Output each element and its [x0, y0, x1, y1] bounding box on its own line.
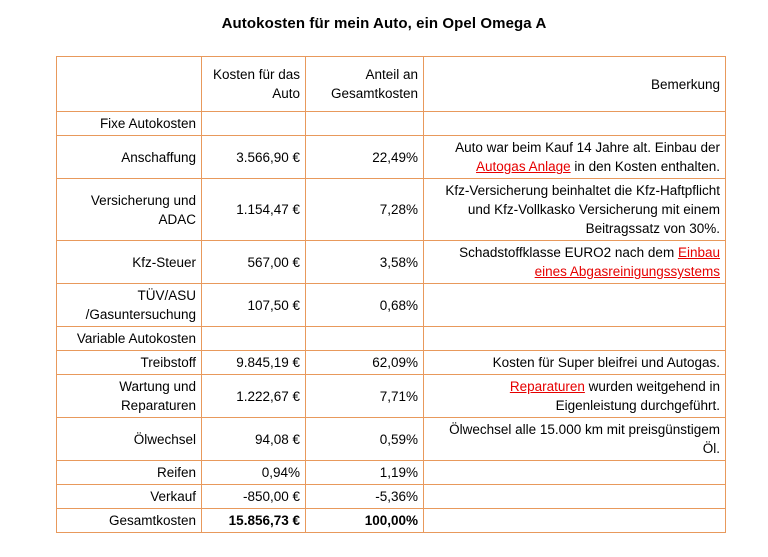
remark-cell: Ölwechsel alle 15.000 km mit preisgünstigem Öl. — [424, 418, 726, 461]
remark-cell — [424, 241, 726, 284]
cost-cell: 1.222,67 € — [202, 375, 306, 418]
share-cell: 62,09% — [306, 351, 424, 375]
autogas-anlage-link[interactable]: Autogas Anlage — [476, 159, 571, 174]
row-label: TÜV/ASU /Gasuntersuchung — [57, 284, 202, 327]
table-row-oelwechsel — [57, 418, 726, 461]
remark-cell — [424, 509, 726, 533]
header-empty — [57, 57, 202, 112]
remark-text: Schadstoffklasse EURO2 nach dem — [459, 245, 678, 260]
table-header-row — [57, 57, 726, 112]
cost-cell: 567,00 € — [202, 241, 306, 284]
table-row-kfz-steuer — [57, 241, 726, 284]
row-label: Verkauf — [57, 485, 202, 509]
remark-text: Auto war beim Kauf 14 Jahre alt. Einbau der — [455, 140, 720, 155]
remark-cell: Kosten für Super bleifrei und Autogas. — [424, 351, 726, 375]
cost-cell: 107,50 € — [202, 284, 306, 327]
table-row-reifen — [57, 461, 726, 485]
cost-cell: -850,00 € — [202, 485, 306, 509]
table-row-wartung-reparaturen — [57, 375, 726, 418]
share-cell — [306, 112, 424, 136]
remark-cell — [424, 112, 726, 136]
share-cell: 22,49% — [306, 136, 424, 179]
row-label: Ölwechsel — [57, 418, 202, 461]
row-label: Gesamtkosten — [57, 509, 202, 533]
row-label: Treibstoff — [57, 351, 202, 375]
table-row-gesamtkosten — [57, 509, 726, 533]
reparaturen-link[interactable]: Reparaturen — [509, 379, 585, 394]
page-title: Autokosten für mein Auto, ein Opel Omega A — [221, 15, 547, 32]
table-row-tuev-asu — [57, 284, 726, 327]
cost-cell: 9.845,19 € — [202, 351, 306, 375]
table-row-verkauf — [57, 485, 726, 509]
table-row-variable-autokosten — [57, 327, 726, 351]
row-label: Kfz-Steuer — [57, 241, 202, 284]
remark-cell — [424, 485, 726, 509]
table-row-versicherung-adac — [57, 179, 726, 241]
header-remark: Bemerkung — [424, 57, 726, 112]
remark-cell — [424, 136, 726, 179]
remark-cell: Kfz-Versicherung beinhaltet die Kfz-Haftpflicht und Kfz-Vollkasko Versicherung mit einem Beitragssatz von 30%. — [424, 179, 726, 241]
share-cell: 3,58% — [306, 241, 424, 284]
share-cell: 7,71% — [306, 375, 424, 418]
remark-cell — [424, 461, 726, 485]
header-cost: Kosten für das Auto — [202, 57, 306, 112]
cost-cell: 94,08 € — [202, 418, 306, 461]
remark-text: in den Kosten enthalten. — [570, 159, 720, 174]
header-share: Anteil an Gesamtkosten — [306, 57, 424, 112]
remark-cell — [424, 375, 726, 418]
share-cell: -5,36% — [306, 485, 424, 509]
row-label: Reifen — [57, 461, 202, 485]
table-row-anschaffung — [57, 136, 726, 179]
page — [0, 15, 768, 557]
remark-cell — [424, 284, 726, 327]
remark-text: wurden weitgehend in Eigenleistung durchgeführt. — [555, 379, 720, 413]
cost-cell: 3.566,90 € — [202, 136, 306, 179]
row-label: Anschaffung — [57, 136, 202, 179]
cost-table — [56, 56, 726, 533]
share-cell — [306, 327, 424, 351]
abgasreinigungssystem-link[interactable]: Einbau eines Abgasreinigungssystems — [534, 245, 720, 279]
total-cost-cell: 15.856,73 € — [202, 509, 306, 533]
share-cell: 0,68% — [306, 284, 424, 327]
cost-cell: 0,94% — [202, 461, 306, 485]
row-label: Variable Autokosten — [57, 327, 202, 351]
row-label: Wartung und Reparaturen — [57, 375, 202, 418]
share-cell: 1,19% — [306, 461, 424, 485]
cost-cell — [202, 112, 306, 136]
row-label: Versicherung und ADAC — [57, 179, 202, 241]
row-label: Fixe Autokosten — [57, 112, 202, 136]
table-row-fixe-autokosten — [57, 112, 726, 136]
table-row-treibstoff — [57, 351, 726, 375]
cost-cell: 1.154,47 € — [202, 179, 306, 241]
share-cell: 0,59% — [306, 418, 424, 461]
total-share-cell: 100,00% — [306, 509, 424, 533]
remark-cell — [424, 327, 726, 351]
cost-cell — [202, 327, 306, 351]
share-cell: 7,28% — [306, 179, 424, 241]
